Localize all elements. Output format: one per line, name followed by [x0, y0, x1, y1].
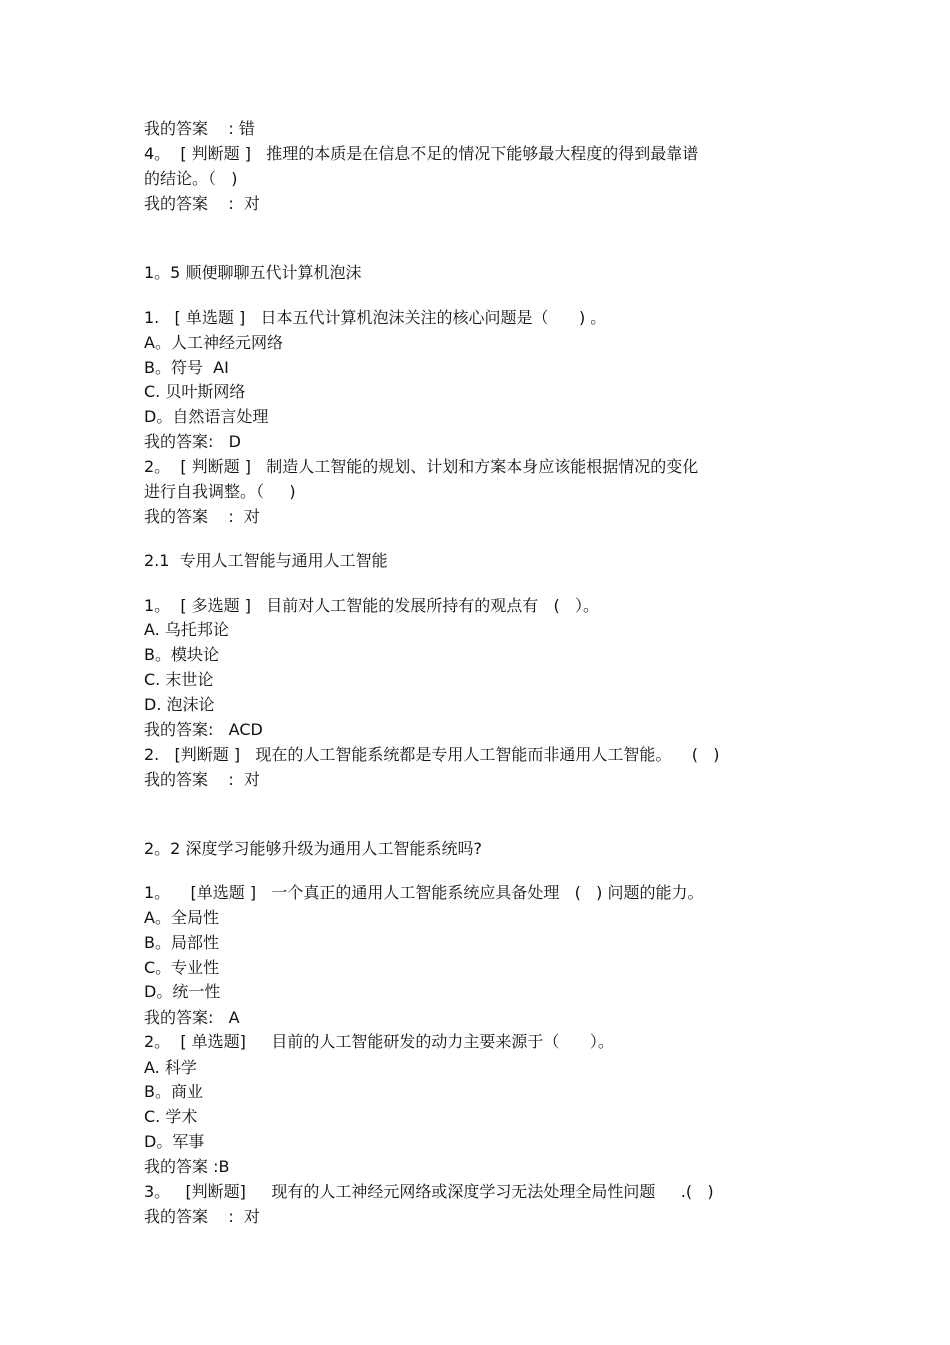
answer-line: 我的答案: ACD — [144, 720, 263, 739]
section-heading: 2.1 专用人工智能与通用人工智能 — [144, 551, 388, 570]
answer-line: 我的答案 :B — [144, 1157, 230, 1176]
option-line: B。局部性 — [144, 933, 219, 952]
option-line: D。自然语言处理 — [144, 407, 269, 426]
section-heading: 2。2 深度学习能够升级为通用人工智能系统吗? — [144, 839, 482, 858]
answer-line: 我的答案 : 对 — [144, 770, 260, 789]
question-line-continued: 的结论。（ ) — [144, 169, 238, 188]
option-line: C. 末世论 — [144, 670, 214, 689]
answer-line: 我的答案 : 对 — [144, 507, 260, 526]
answer-line: 我的答案: A — [144, 1008, 240, 1027]
question-line: 1。 [ 多选题 ] 目前对人工智能的发展所持有的观点有 ( ）。 — [144, 596, 600, 615]
option-line: B。商业 — [144, 1082, 203, 1101]
option-line: A。全局性 — [144, 908, 219, 927]
question-line: 2。 [ 判断题 ] 制造人工智能的规划、计划和方案本身应该能根据情况的变化 — [144, 457, 699, 476]
option-line: C. 学术 — [144, 1107, 198, 1126]
option-line: C. 贝叶斯网络 — [144, 382, 246, 401]
answer-line: 我的答案 : 对 — [144, 1207, 260, 1226]
question-line: 3。 [判断题] 现有的人工神经元网络或深度学习无法处理全局性问题 .( ) — [144, 1182, 714, 1201]
question-line: 1。 [单选题 ] 一个真正的通用人工智能系统应具备处理 ( ) 问题的能力。 — [144, 883, 704, 902]
option-line: A。人工神经元网络 — [144, 333, 283, 352]
question-line: 4。 [ 判断题 ] 推理的本质是在信息不足的情况下能够最大程度的得到最靠谱 — [144, 144, 699, 163]
question-line-continued: 进行自我调整。（ ) — [144, 482, 296, 501]
question-line: 2。 [ 单选题] 目前的人工智能研发的动力主要来源于（ ）。 — [144, 1032, 614, 1051]
question-line: 1. [ 单选题 ] 日本五代计算机泡沫关注的核心问题是（ ) 。 — [144, 308, 607, 327]
answer-line: 我的答案: D — [144, 432, 241, 451]
answer-line: 我的答案 : 对 — [144, 194, 260, 213]
section-heading: 1。5 顺便聊聊五代计算机泡沫 — [144, 263, 362, 282]
option-line: D。统一性 — [144, 982, 221, 1001]
option-line: D. 泡沫论 — [144, 695, 215, 714]
option-line: B。模块论 — [144, 645, 219, 664]
answer-line: 我的答案 : 错 — [144, 119, 255, 138]
option-line: B。符号 AI — [144, 358, 229, 377]
option-line: A. 科学 — [144, 1058, 197, 1077]
option-line: A. 乌托邦论 — [144, 620, 229, 639]
option-line: D。军事 — [144, 1132, 205, 1151]
question-line: 2. [判断题 ] 现在的人工智能系统都是专用人工智能而非通用人工智能。 ( ) — [144, 745, 720, 764]
option-line: C。专业性 — [144, 958, 220, 977]
